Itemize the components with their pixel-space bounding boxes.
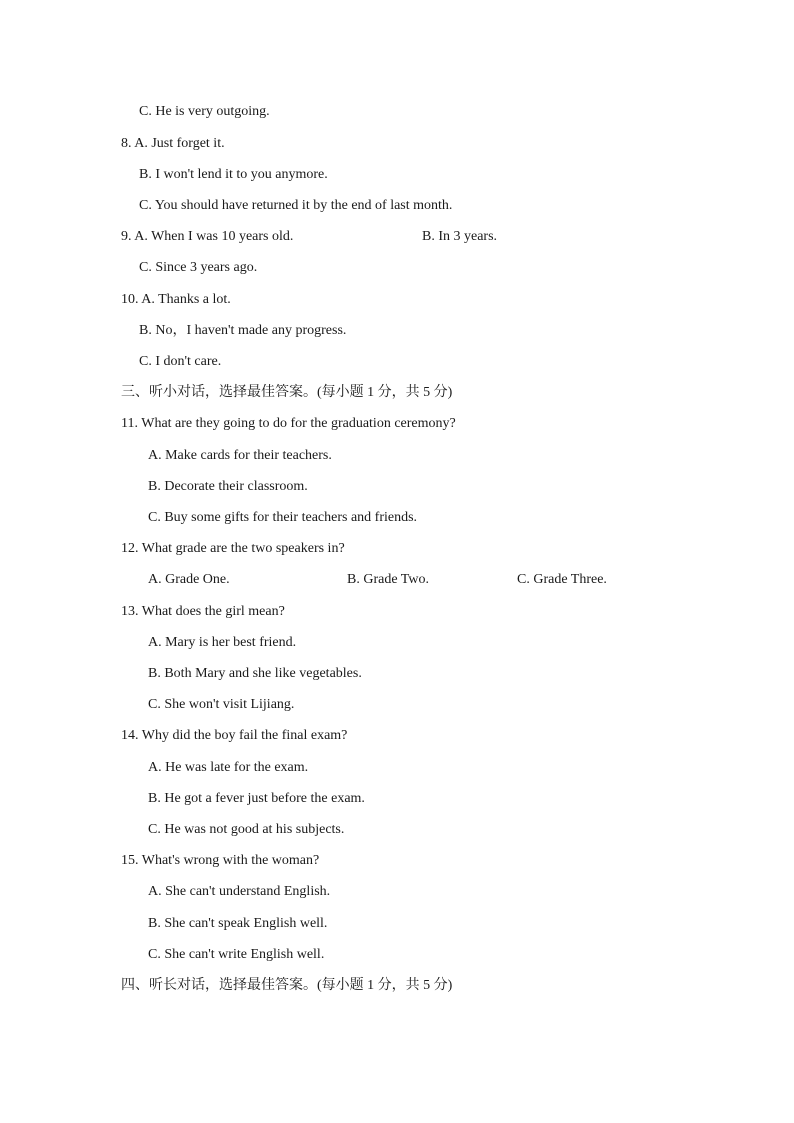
q14-question: 14. Why did the boy fail the final exam?: [121, 728, 348, 743]
q13-option-b: B. Both Mary and she like vegetables.: [148, 666, 362, 681]
q8-option-a: 8. A. Just forget it.: [121, 136, 225, 151]
q14-option-a: A. He was late for the exam.: [148, 760, 309, 775]
q12-option-c: C. Grade Three.: [517, 572, 607, 587]
q9-option-a: 9. A. When I was 10 years old.: [121, 229, 294, 244]
q13-question: 13. What does the girl mean?: [121, 604, 285, 619]
q11-option-a: A. Make cards for their teachers.: [148, 448, 332, 463]
q8-option-c: C. You should have returned it by the end of last month.: [139, 198, 453, 213]
q11-option-b: B. Decorate their classroom.: [148, 479, 308, 494]
section-4-heading: 四、听长对话，选择最佳答案。(每小题 1 分，共 5 分): [121, 978, 453, 993]
q15-option-c: C. She can't write English well.: [148, 947, 325, 962]
q13-option-a: A. Mary is her best friend.: [148, 635, 297, 650]
q13-option-c: C. She won't visit Lijiang.: [148, 697, 295, 712]
q15-option-b: B. She can't speak English well.: [148, 916, 328, 931]
q12-question: 12. What grade are the two speakers in?: [121, 541, 345, 556]
q15-question: 15. What's wrong with the woman?: [121, 853, 320, 868]
q12-option-a: A. Grade One.: [148, 572, 230, 587]
q15-option-a: A. She can't understand English.: [148, 884, 331, 899]
q12-option-b: B. Grade Two.: [347, 572, 429, 587]
section-3-heading: 三、听小对话，选择最佳答案。(每小题 1 分，共 5 分): [121, 385, 453, 400]
q7-option-c: C. He is very outgoing.: [139, 104, 270, 119]
q14-option-c: C. He was not good at his subjects.: [148, 822, 345, 837]
q8-option-b: B. I won't lend it to you anymore.: [139, 167, 328, 182]
q10-option-b: B. No，I haven't made any progress.: [139, 323, 347, 338]
q11-question: 11. What are they going to do for the graduation ceremony?: [121, 416, 456, 431]
q9-option-b: B. In 3 years.: [422, 229, 498, 244]
q10-option-c: C. I don't care.: [139, 354, 222, 369]
q14-option-b: B. He got a fever just before the exam.: [148, 791, 365, 806]
q11-option-c: C. Buy some gifts for their teachers and friends.: [148, 510, 418, 525]
q10-option-a: 10. A. Thanks a lot.: [121, 292, 231, 307]
q9-option-c: C. Since 3 years ago.: [139, 260, 258, 275]
